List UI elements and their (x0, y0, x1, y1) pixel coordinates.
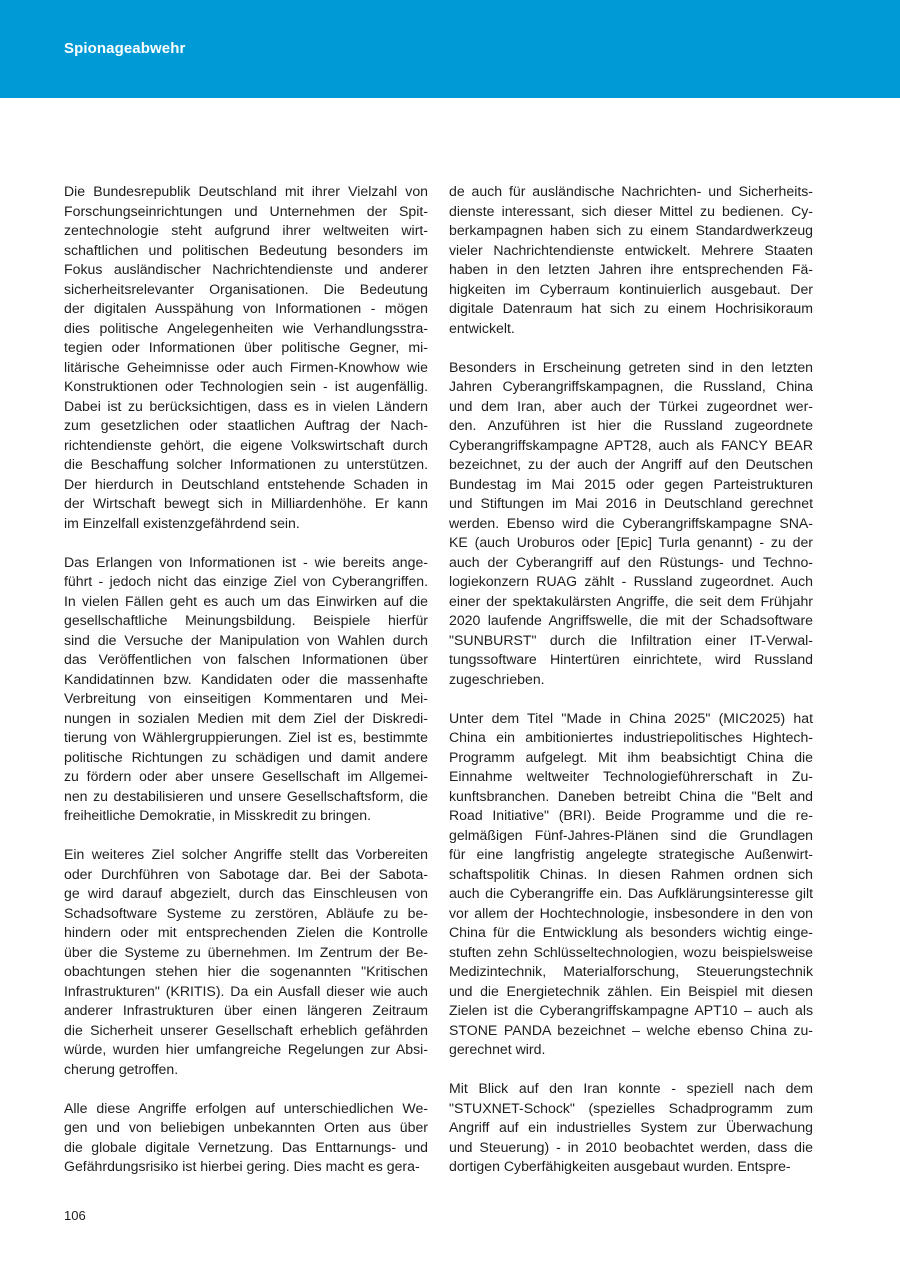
page-number: 106 (64, 1208, 86, 1223)
text-line: und Steuerung) - in 2010 beobachtet werden, dass die (449, 1138, 813, 1155)
text-line: vor allem der Hochtechnologie, insbesondere in den von (449, 904, 813, 921)
text-line: tierung von Wählergruppierungen. Ziel ist es, bestimmte (64, 729, 428, 745)
text-line: "STUXNET-Schock" (spezielles Schadprogramm zum (449, 1099, 813, 1116)
text-line: Der hierdurch in Deutschland entstehende Schaden in (64, 475, 428, 492)
text-line: stuften zehn Schlüsseltechnologien, wozu beispielsweise (449, 943, 813, 960)
text-line: Einnahme weltweiter Technologieführerschaft in Zu- (449, 768, 813, 784)
text-line: Alle diese Angriffe erfolgen auf unterschiedlichen We- (64, 1099, 428, 1116)
text-line: richtendienste gehört, die eigene Volkswirtschaft durch (64, 436, 428, 453)
paragraph (449, 358, 813, 690)
text-line: STONE PANDA bezeichnet – welche ebenso China zu- (449, 1021, 813, 1038)
text-line: das Veröffentlichen von falschen Informationen über (64, 651, 428, 667)
text-line: der Wirtschaft bewegt sich in Milliardenhöhe. Er kann (64, 495, 428, 511)
text-line: Medizintechnik, Materialforschung, Steuerungstechnik (449, 963, 813, 979)
text-line: tungssoftware Hintertüren einrichtete, wird Russland (449, 651, 813, 667)
text-line: würde, wurden hier umfangreiche Regelungen zur Absi- (64, 1041, 428, 1057)
text-line: logiekonzern RUAG zählt - Russland zugeordnet. Auch (449, 573, 813, 589)
paragraph (64, 845, 428, 1079)
text-line: führt - jedoch nicht das einzige Ziel von Cyberangriffen. (64, 573, 428, 589)
text-line: über die Systeme zu übernehmen. Im Zentrum der Be- (64, 943, 428, 960)
text-line: dienste interessant, sich dieser Mittel zu bedienen. Cy- (449, 202, 813, 219)
text-line: Konstruktionen oder Technologien sein - ist augenfällig. (64, 378, 428, 394)
text-line: Unter dem Titel "Made in China 2025" (MIC2025) hat (449, 709, 813, 726)
text-line: nen zu destabilisieren und unsere Gesellschaftsform, die (64, 787, 428, 804)
text-line: die globale digitale Vernetzung. Das Enttarnungs- und (64, 1138, 428, 1155)
text-line: der digitalen Ausspähung von Informationen - mögen (64, 300, 428, 316)
text-line: zum gesetzlichen oder staatlichen Auftrag der Nach- (64, 417, 428, 433)
text-line: die Sicherheit unserer Gesellschaft erheblich gefährden (64, 1021, 428, 1038)
text-line: und die Energietechnik zählen. Ein Beispiel mit diesen (449, 982, 813, 999)
text-line: Fokus ausländischer Nachrichtendienste und anderer (64, 261, 428, 277)
text-line: Angriff auf ein industrielles System zur Überwachung (449, 1119, 813, 1135)
text-line: die Beschaffung solcher Informationen zu unterstützen. (64, 456, 428, 472)
text-line: dies politische Angelegenheiten wie Verhandlungsstra- (64, 319, 428, 336)
text-line: China ein ambitioniertes industriepolitisches Hightech- (449, 729, 813, 745)
text-line: China für die Entwicklung als besonders wichtig einge- (449, 924, 813, 940)
text-line: ge wird darauf abgezielt, durch das Einschleusen von (64, 885, 428, 901)
text-column-right (449, 182, 813, 1196)
paragraph (449, 1079, 813, 1177)
text-line: sicherheitsrelevanter Organisationen. Die Bedeutung (64, 280, 428, 297)
paragraph (449, 182, 813, 338)
text-line: freiheitliche Demokratie, in Misskredit zu bringen. (64, 807, 372, 823)
text-line: hindern oder mit entsprechenden Zielen die Kontrolle (64, 924, 428, 940)
text-line: digitale Datenraum hat sich zu einem Hochrisikoraum (449, 300, 813, 316)
text-line: für eine langfristig angelegte strategische Außenwirt- (449, 846, 813, 862)
text-line: werden. Ebenso wird die Cyberangriffskampagne SNA- (449, 514, 813, 531)
text-line: und Stiftungen im Mai 2016 in Deutschland gerechnet (449, 495, 813, 511)
text-line: cherung getroffen. (64, 1060, 179, 1077)
text-line: gerechnet wird. (449, 1041, 546, 1057)
text-line: berkampagnen haben sich zu einem Standardwerkzeug (449, 222, 813, 238)
paragraph (64, 1099, 428, 1177)
text-line: obachtungen stehen hier die sogenannten "Kritischen (64, 963, 428, 979)
text-line: Das Erlangen von Informationen ist - wie bereits ange- (64, 553, 428, 570)
text-line: "SUNBURST" durch die Infiltration einer IT-Verwal- (449, 631, 813, 648)
text-line: sind die Versuche der Manipulation von Wahlen durch (64, 631, 428, 648)
text-line: den. Anzuführen ist hier die Russland zugeordnete (449, 417, 813, 433)
header-band (0, 0, 900, 98)
text-line: vieler Nachrichtendienste entwickelt. Mehrere Staaten (449, 241, 813, 258)
text-line: zu fördern oder aber unsere Gesellschaft im Allgemei- (64, 768, 428, 784)
text-line: tegien oder Informationen über politische Gegner, mi- (64, 339, 428, 355)
text-line: Road Initiative" (BRI). Beide Programme und die re- (449, 807, 813, 823)
text-line: Ein weiteres Ziel solcher Angriffe stellt das Vorbereiten (64, 846, 428, 862)
text-line: Mit Blick auf den Iran konnte - speziell nach dem (449, 1080, 813, 1096)
paragraph (64, 553, 428, 826)
text-line: Programm aufgelegt. Mit ihm beabsichtigt China die (449, 748, 813, 765)
text-line: Die Bundesrepublik Deutschland mit ihrer Vielzahl von (64, 183, 428, 199)
text-line: Bundestag im Mai 2015 oder gegen Parteistrukturen (449, 475, 813, 492)
paragraph (64, 182, 428, 533)
text-line: kunftsbranchen. Daneben betreibt China die "Belt and (449, 787, 813, 804)
text-column-left (64, 182, 428, 1196)
text-line: gesellschaftliche Meinungsbildung. Beispiele hierfür (64, 612, 428, 628)
text-line: gelmäßigen Fünf-Jahres-Plänen sind die Grundlagen (449, 826, 813, 843)
text-line: Besonders in Erscheinung getreten sind in den letzten (449, 358, 813, 375)
text-line: auch die Cyberangriffe ein. Das Aufklärungsinteresse gilt (449, 885, 813, 901)
text-line: bezeichnet, zu der auch der Angriff auf den Deutschen (449, 456, 813, 472)
text-line: Infrastrukturen" (KRITIS). Da ein Ausfall dieser wie auch (64, 982, 428, 999)
paragraph (449, 709, 813, 1060)
text-line: 2020 laufende Angriffswelle, die mit der Schadsoftware (449, 612, 813, 628)
text-line: Schadsoftware Systeme zu zerstören, Abläufe zu be- (64, 904, 428, 921)
text-line: einer der spektakulärsten Angriffe, die seit dem Frühjahr (449, 592, 813, 609)
section-title: Spionageabwehr (64, 40, 186, 57)
text-line: Cyberangriffskampagne APT28, auch als FANCY BEAR (449, 436, 813, 453)
text-line: politische Richtungen zu schädigen und damit andere (64, 748, 428, 765)
text-line: schaftspolitik Chinas. In diesen Rahmen ordnen sich (449, 865, 813, 882)
text-line: und dem Iran, aber auch der Türkei zugeordnet wer- (449, 397, 813, 414)
text-line: In vielen Fällen geht es auch um das Einwirken auf die (64, 592, 428, 609)
text-line: anderer Infrastrukturen über einen längeren Zeitraum (64, 1002, 428, 1018)
text-line: Zielen ist die Cyberangriffskampagne APT10 – auch als (449, 1002, 813, 1018)
text-line: zentechnologie steht aufgrund ihrer weltweiten wirt- (64, 222, 428, 238)
text-line: Verbreitung von einseitigen Kommentaren und Mei- (64, 690, 428, 706)
text-line: im Einzelfall existenzgefährdend sein. (64, 514, 300, 531)
text-line: Jahren Cyberangriffskampagnen, die Russland, China (449, 378, 813, 394)
text-line: zugeschrieben. (449, 670, 545, 687)
text-line: gen und von beliebigen unbekannten Orten aus über (64, 1119, 428, 1135)
text-line: Kandidatinnen bzw. Kandidaten oder die massenhafte (64, 670, 428, 687)
text-line: Forschungseinrichtungen und Unternehmen der Spit- (64, 202, 428, 219)
text-line: haben in den letzten Jahren ihre entsprechenden Fä- (449, 261, 813, 277)
text-line: Gefährdungsrisiko ist hierbei gering. Dies macht es gera- (64, 1158, 420, 1174)
text-line: litärische Geheimnisse oder auch Firmen-Knowhow wie (64, 358, 428, 375)
text-line: dortigen Cyberfähigkeiten ausgebaut wurden. Entspre- (449, 1158, 791, 1174)
text-line: Dabei ist zu berücksichtigen, dass es in vielen Ländern (64, 397, 428, 414)
text-line: de auch für ausländische Nachrichten- und Sicherheits- (449, 183, 813, 199)
text-line: higkeiten im Cyberraum kontinuierlich ausgebaut. Der (449, 280, 813, 297)
text-line: nungen in sozialen Medien mit dem Ziel der Diskredi- (64, 709, 428, 726)
text-line: KE (auch Uroburos oder [Epic] Turla genannt) - zu der (449, 534, 813, 550)
text-line: schaftlichen und politischen Bedeutung besonders im (64, 241, 428, 258)
text-line: entwickelt. (449, 319, 515, 336)
text-line: oder Durchführen von Sabotage dar. Bei der Sabota- (64, 865, 428, 882)
text-line: auch der Cyberangriff auf den Rüstungs- und Techno- (449, 553, 813, 570)
